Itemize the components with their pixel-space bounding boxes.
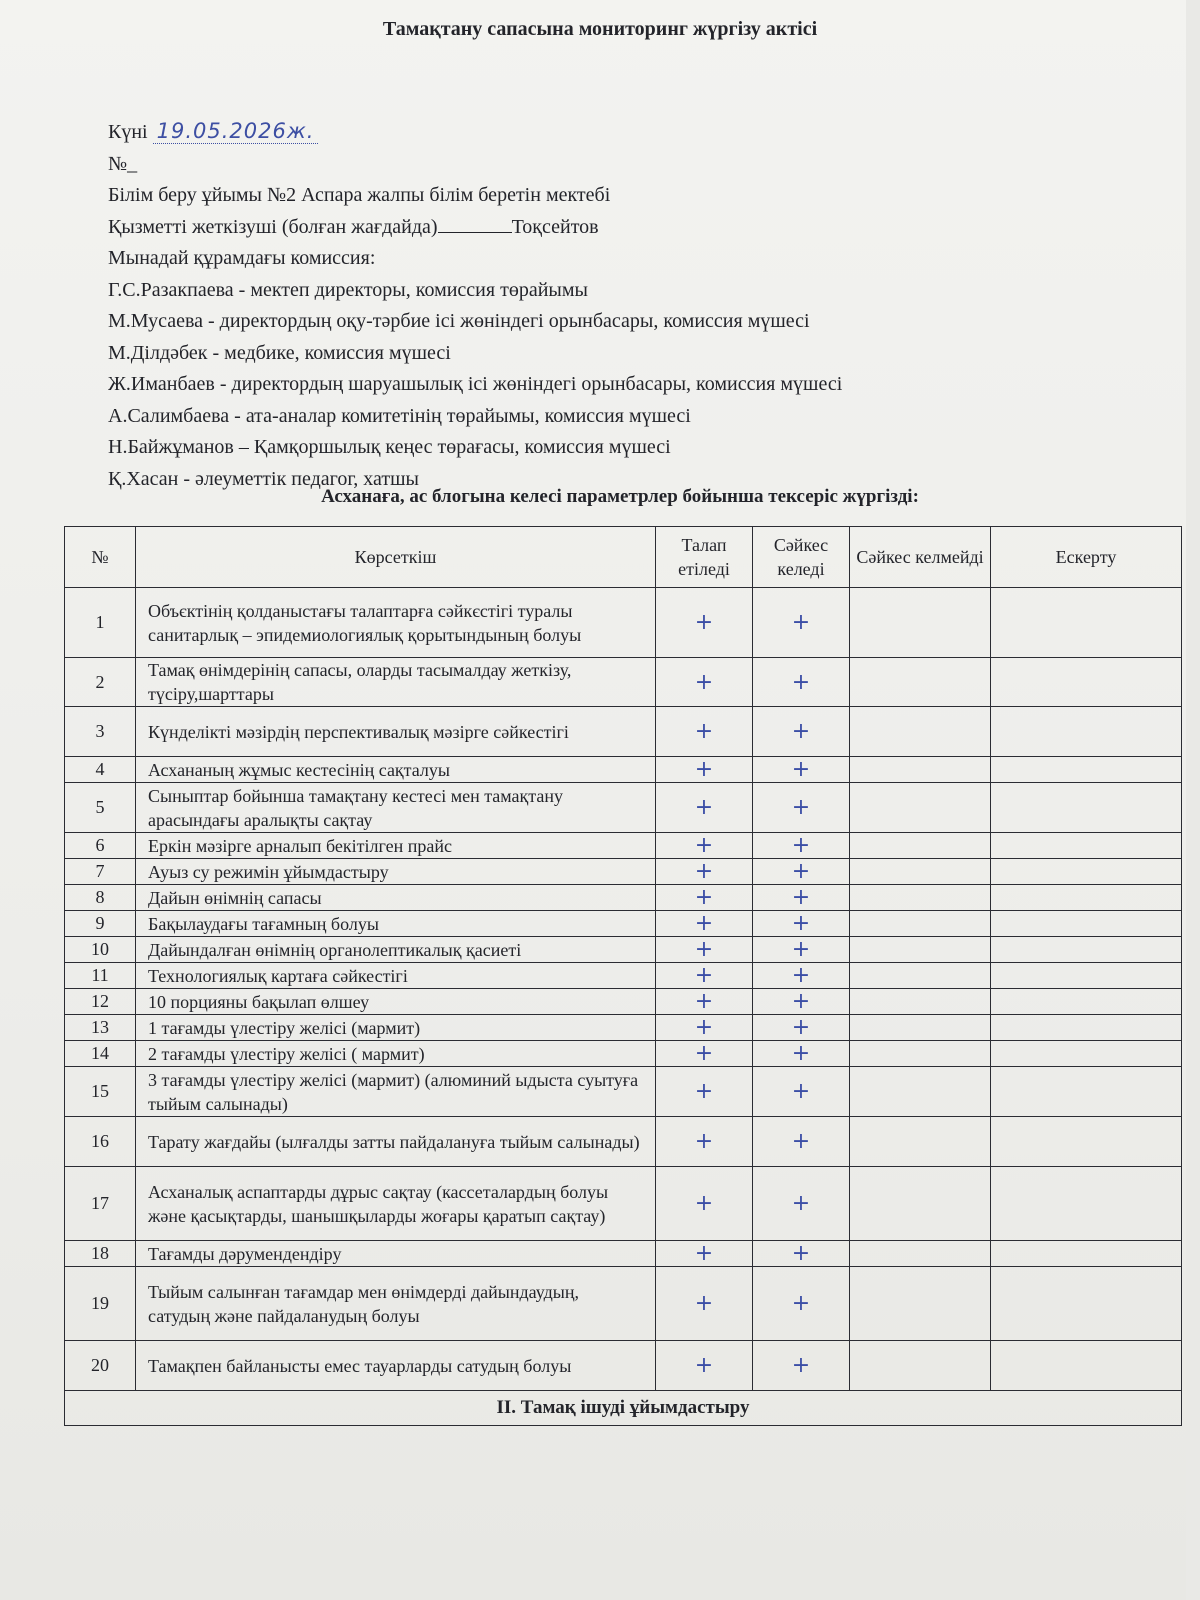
compliant-mark: +	[753, 1241, 850, 1267]
compliant-mark: +	[753, 911, 850, 937]
row-indicator: 3 тағамды үлестіру желісі (мармит) (алюминий ыдыста суытуға тыйым салынады)	[136, 1067, 656, 1117]
required-mark: +	[656, 1267, 753, 1341]
date-label: Күні	[108, 121, 148, 143]
note-cell	[991, 989, 1182, 1015]
row-indicator: Дайындалған өнімнің органолептикалық қасиеті	[136, 937, 656, 963]
row-number: 7	[65, 859, 136, 885]
required-mark: +	[656, 1067, 753, 1117]
row-number: 13	[65, 1015, 136, 1041]
noncompliant-cell	[850, 963, 991, 989]
required-mark: +	[656, 757, 753, 783]
table-row	[65, 588, 1182, 658]
table-row	[65, 1267, 1182, 1341]
row-number: 17	[65, 1167, 136, 1241]
note-cell	[991, 757, 1182, 783]
compliant-mark: +	[753, 937, 850, 963]
compliant-mark: +	[753, 1015, 850, 1041]
required-mark: +	[656, 1041, 753, 1067]
row-indicator: Сыныптар бойынша тамақтану кестесі мен тамақтану арасындағы аралықты сақтау	[136, 783, 656, 833]
number-line: №_	[108, 152, 138, 175]
commission-member: Г.С.Разакпаева - мектеп директоры, комиссия төрайымы	[108, 278, 588, 301]
table-row	[65, 937, 1182, 963]
commission-members	[108, 275, 842, 496]
noncompliant-cell	[850, 588, 991, 658]
commission-label: Мынадай құрамдағы комиссия:	[108, 247, 376, 269]
commission-member: Н.Байжұманов – Қамқоршылық кеңес төрағасы, комиссия мүшесі	[108, 436, 671, 458]
compliant-mark: +	[753, 588, 850, 658]
table-body	[65, 588, 1182, 1391]
note-cell	[991, 1041, 1182, 1067]
noncompliant-cell	[850, 911, 991, 937]
row-indicator: 2 тағамды үлестіру желісі ( мармит)	[136, 1041, 656, 1067]
row-indicator: 1 тағамды үлестіру желісі (мармит)	[136, 1015, 656, 1041]
row-indicator: Бақылаудағы тағамның болуы	[136, 911, 656, 937]
header-num: №	[65, 527, 136, 588]
row-number: 1	[65, 588, 136, 658]
required-mark: +	[656, 783, 753, 833]
table-row	[65, 783, 1182, 833]
table-header-row	[65, 527, 1182, 588]
noncompliant-cell	[850, 1167, 991, 1241]
compliant-mark: +	[753, 963, 850, 989]
table-row	[65, 757, 1182, 783]
inspection-table	[64, 526, 1182, 1426]
note-cell	[991, 1067, 1182, 1117]
note-cell	[991, 1015, 1182, 1041]
compliant-mark: +	[753, 757, 850, 783]
required-mark: +	[656, 859, 753, 885]
row-indicator: Асханалық аспаптарды дұрыс сақтау (кассеталардың болуы және қасықтарды, шанышқыларды жоғары қаратып сақтау)	[136, 1167, 656, 1241]
table-row	[65, 1041, 1182, 1067]
commission-member: М.Ділдәбек - медбике, комиссия мүшесі	[108, 341, 451, 364]
supplier-value: Тоқсейтов	[511, 215, 599, 238]
row-indicator: Күнделікті мәзірдің перспективалық мәзірге сәйкестігі	[136, 707, 656, 757]
note-cell	[991, 1341, 1182, 1391]
required-mark: +	[656, 885, 753, 911]
supplier-label: Қызметті жеткізуші (болған жағдайда)	[108, 215, 438, 238]
compliant-mark: +	[753, 1267, 850, 1341]
table-row	[65, 911, 1182, 937]
compliant-mark: +	[753, 658, 850, 707]
table-row	[65, 658, 1182, 707]
row-number: 18	[65, 1241, 136, 1267]
row-number: 16	[65, 1117, 136, 1167]
note-cell	[991, 1241, 1182, 1267]
table-row	[65, 707, 1182, 757]
table-row	[65, 989, 1182, 1015]
noncompliant-cell	[850, 1341, 991, 1391]
required-mark: +	[656, 1341, 753, 1391]
header-indicator: Көрсеткіш	[136, 527, 656, 588]
row-indicator: Тағамды дәрумендендіру	[136, 1241, 656, 1267]
noncompliant-cell	[850, 1241, 991, 1267]
commission-member: Ж.Иманбаев - директордың шаруашылық ісі жөніндегі орынбасары, комиссия мүшесі	[108, 373, 843, 395]
header-noncompliant: Сәйкес келмейді	[850, 527, 991, 588]
note-cell	[991, 707, 1182, 757]
row-number: 12	[65, 989, 136, 1015]
note-cell	[991, 1267, 1182, 1341]
noncompliant-cell	[850, 658, 991, 707]
note-cell	[991, 658, 1182, 707]
noncompliant-cell	[850, 757, 991, 783]
row-number: 14	[65, 1041, 136, 1067]
row-indicator: Тарату жағдайы (ылғалды затты пайдалануға тыйым салынады)	[136, 1117, 656, 1167]
compliant-mark: +	[753, 1117, 850, 1167]
supplier-blank	[438, 214, 512, 233]
compliant-mark: +	[753, 1067, 850, 1117]
row-number: 15	[65, 1067, 136, 1117]
required-mark: +	[656, 989, 753, 1015]
required-mark: +	[656, 1117, 753, 1167]
note-cell	[991, 1167, 1182, 1241]
row-indicator: 10 порцияны бақылап өлшеу	[136, 989, 656, 1015]
row-indicator: Еркін мәзірге арналып бекітілген прайс	[136, 833, 656, 859]
required-mark: +	[656, 937, 753, 963]
table-row	[65, 1167, 1182, 1241]
required-mark: +	[656, 1241, 753, 1267]
compliant-mark: +	[753, 833, 850, 859]
noncompliant-cell	[850, 1067, 991, 1117]
row-indicator: Технологиялық картаға сәйкестігі	[136, 963, 656, 989]
compliant-mark: +	[753, 707, 850, 757]
act-info	[108, 116, 842, 495]
row-number: 9	[65, 911, 136, 937]
note-cell	[991, 783, 1182, 833]
header-compliant: Сәйкес келеді	[753, 527, 850, 588]
noncompliant-cell	[850, 989, 991, 1015]
row-number: 10	[65, 937, 136, 963]
compliant-mark: +	[753, 859, 850, 885]
table-row	[65, 1117, 1182, 1167]
table-row	[65, 833, 1182, 859]
row-indicator: Тамақпен байланысты емес тауарларды сатудың болуы	[136, 1341, 656, 1391]
required-mark: +	[656, 833, 753, 859]
noncompliant-cell	[850, 1041, 991, 1067]
table-row	[65, 963, 1182, 989]
commission-member: А.Салимбаева - ата-аналар комитетінің төрайымы, комиссия мүшесі	[108, 404, 691, 427]
supplier-line	[108, 212, 842, 244]
row-indicator: Объєктінің қолданыстағы талаптарға сәйкєстігі туралы санитарлық – эпидемиологиялық қорытындының болуы	[136, 588, 656, 658]
row-number: 5	[65, 783, 136, 833]
required-mark: +	[656, 911, 753, 937]
compliant-mark: +	[753, 783, 850, 833]
row-number: 20	[65, 1341, 136, 1391]
table-row	[65, 885, 1182, 911]
noncompliant-cell	[850, 1267, 991, 1341]
organization-line: Білім беру ұйымы №2 Аспара жалпы білім беретін мектебі	[108, 184, 611, 206]
row-number: 11	[65, 963, 136, 989]
compliant-mark: +	[753, 1341, 850, 1391]
date-handwritten: 19.05.2026ж.	[153, 119, 319, 144]
row-number: 19	[65, 1267, 136, 1341]
required-mark: +	[656, 707, 753, 757]
noncompliant-cell	[850, 833, 991, 859]
note-cell	[991, 911, 1182, 937]
noncompliant-cell	[850, 1117, 991, 1167]
row-indicator: Ауыз су режимін ұйымдастыру	[136, 859, 656, 885]
table-row	[65, 859, 1182, 885]
commission-member: М.Мусаева - директордың оқу-тәрбие ісі жөніндегі орынбасары, комиссия мүшесі	[108, 310, 810, 332]
row-indicator: Дайын өнімнің сапасы	[136, 885, 656, 911]
note-cell	[991, 885, 1182, 911]
noncompliant-cell	[850, 859, 991, 885]
check-heading: Асханаға, ас блогына келесі параметрлер бойынша тексеріс жүргізді:	[321, 486, 919, 507]
noncompliant-cell	[850, 783, 991, 833]
compliant-mark: +	[753, 1167, 850, 1241]
compliant-mark: +	[753, 1041, 850, 1067]
row-indicator: Тыйым салынған тағамдар мен өнімдерді дайындаудың, сатудың және пайдаланудың болуы	[136, 1267, 656, 1341]
compliant-mark: +	[753, 989, 850, 1015]
noncompliant-cell	[850, 885, 991, 911]
table-row	[65, 1067, 1182, 1117]
note-cell	[991, 1117, 1182, 1167]
required-mark: +	[656, 963, 753, 989]
header-required: Талап етіледі	[656, 527, 753, 588]
section-title: II. Тамақ ішуді ұйымдастыру	[65, 1391, 1182, 1426]
noncompliant-cell	[850, 707, 991, 757]
note-cell	[991, 963, 1182, 989]
row-indicator: Тамақ өнімдерінің сапасы, оларды тасымалдау жеткізу, түсіру,шарттары	[136, 658, 656, 707]
note-cell	[991, 937, 1182, 963]
table-row	[65, 1241, 1182, 1267]
row-number: 8	[65, 885, 136, 911]
note-cell	[991, 859, 1182, 885]
required-mark: +	[656, 1167, 753, 1241]
noncompliant-cell	[850, 1015, 991, 1041]
compliant-mark: +	[753, 885, 850, 911]
required-mark: +	[656, 658, 753, 707]
required-mark: +	[656, 1015, 753, 1041]
note-cell	[991, 833, 1182, 859]
commission-member: Қ.Хасан - әлеуметтік педагог, хатшы	[108, 467, 419, 490]
row-number: 2	[65, 658, 136, 707]
row-number: 3	[65, 707, 136, 757]
noncompliant-cell	[850, 937, 991, 963]
row-indicator: Асхананың жұмыс кестесінің сақталуы	[136, 757, 656, 783]
date-line	[108, 116, 842, 149]
row-number: 4	[65, 757, 136, 783]
note-cell	[991, 588, 1182, 658]
required-mark: +	[656, 588, 753, 658]
table-row	[65, 1015, 1182, 1041]
document-title: Тамақтану сапасына мониторинг жүргізу актісі	[382, 18, 818, 40]
row-number: 6	[65, 833, 136, 859]
header-note: Ескерту	[991, 527, 1182, 588]
table-row	[65, 1341, 1182, 1391]
section-row	[65, 1391, 1182, 1426]
